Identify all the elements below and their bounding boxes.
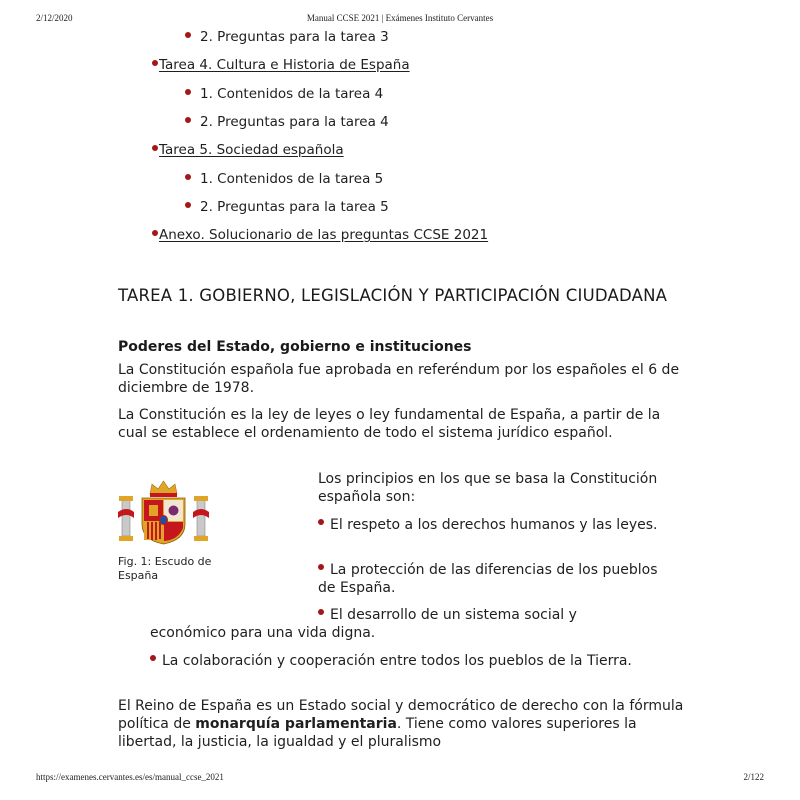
toc-link-anexo[interactable]: Anexo. Solucionario de las preguntas CCSE 2021 [152,226,488,244]
principles-intro: Los principios en los que se basa la Constitución española son: [318,471,658,505]
toc-item[interactable]: 2. Preguntas para la tarea 4 [185,113,389,131]
bullet-icon [152,145,158,151]
page-number: 2/122 [743,772,764,782]
bullet-icon [185,202,191,208]
section-title: TAREA 1. GOBIERNO, LEGISLACIÓN Y PARTICIPACIÓN CIUDADANA [118,286,668,305]
bullet-icon [185,117,191,123]
bullet-icon [152,230,158,236]
bullet-icon [150,655,156,661]
paragraph-1: La Constitución española fue aprobada en referéndum por los españoles el 6 de diciembre de 1978. [118,362,680,396]
toc-item[interactable]: 2. Preguntas para la tarea 5 [185,198,389,216]
principle-item: El desarrollo de un sistema social y económico para una vida digna. [150,607,577,641]
monarquia-bold: monarquía parlamentaria [195,716,397,732]
bullet-icon [185,89,191,95]
print-title: Manual CCSE 2021 | Exámenes Instituto Cervantes [306,13,494,23]
print-url: https://examenes.cervantes.es/es/manual_ccse_2021 [36,772,224,782]
figure-caption: Fig. 1: Escudo de España [118,555,212,582]
principle-item: El respeto a los derechos humanos y las leyes. [318,516,678,534]
bullet-icon [152,60,158,66]
toc-item[interactable]: 1. Contenidos de la tarea 5 [185,170,383,188]
bullet-icon [185,174,191,180]
paragraph-3: El Reino de España es un Estado social y democrático de derecho con la fórmula política de monarquía parlamentaria. Tiene como valores superiores la libertad, la justicia, la igualdad y el pluralismo [118,698,684,750]
principle-item: La protección de las diferencias de los pueblos de España. [318,562,658,596]
bullet-icon [318,519,324,525]
bullet-icon [318,564,324,570]
toc-item[interactable]: 2. Preguntas para la tarea 3 [185,28,389,46]
toc-link-tarea-4[interactable]: Tarea 4. Cultura e Historia de España [152,56,410,74]
coat-of-arms-icon [116,478,211,546]
section-subtitle: Poderes del Estado, gobierno e instituciones [118,339,472,355]
bullet-icon [318,609,324,615]
print-date: 2/12/2020 [36,13,73,23]
toc-item[interactable]: 1. Contenidos de la tarea 4 [185,85,383,103]
toc-link-tarea-5[interactable]: Tarea 5. Sociedad española [152,141,344,159]
principle-item: La colaboración y cooperación entre todos los pueblos de la Tierra. [150,652,670,670]
bullet-icon [185,32,191,38]
paragraph-2: La Constitución es la ley de leyes o ley fundamental de España, a partir de la cual se establece el ordenamiento de todo el sistema jurídico español. [118,407,661,441]
